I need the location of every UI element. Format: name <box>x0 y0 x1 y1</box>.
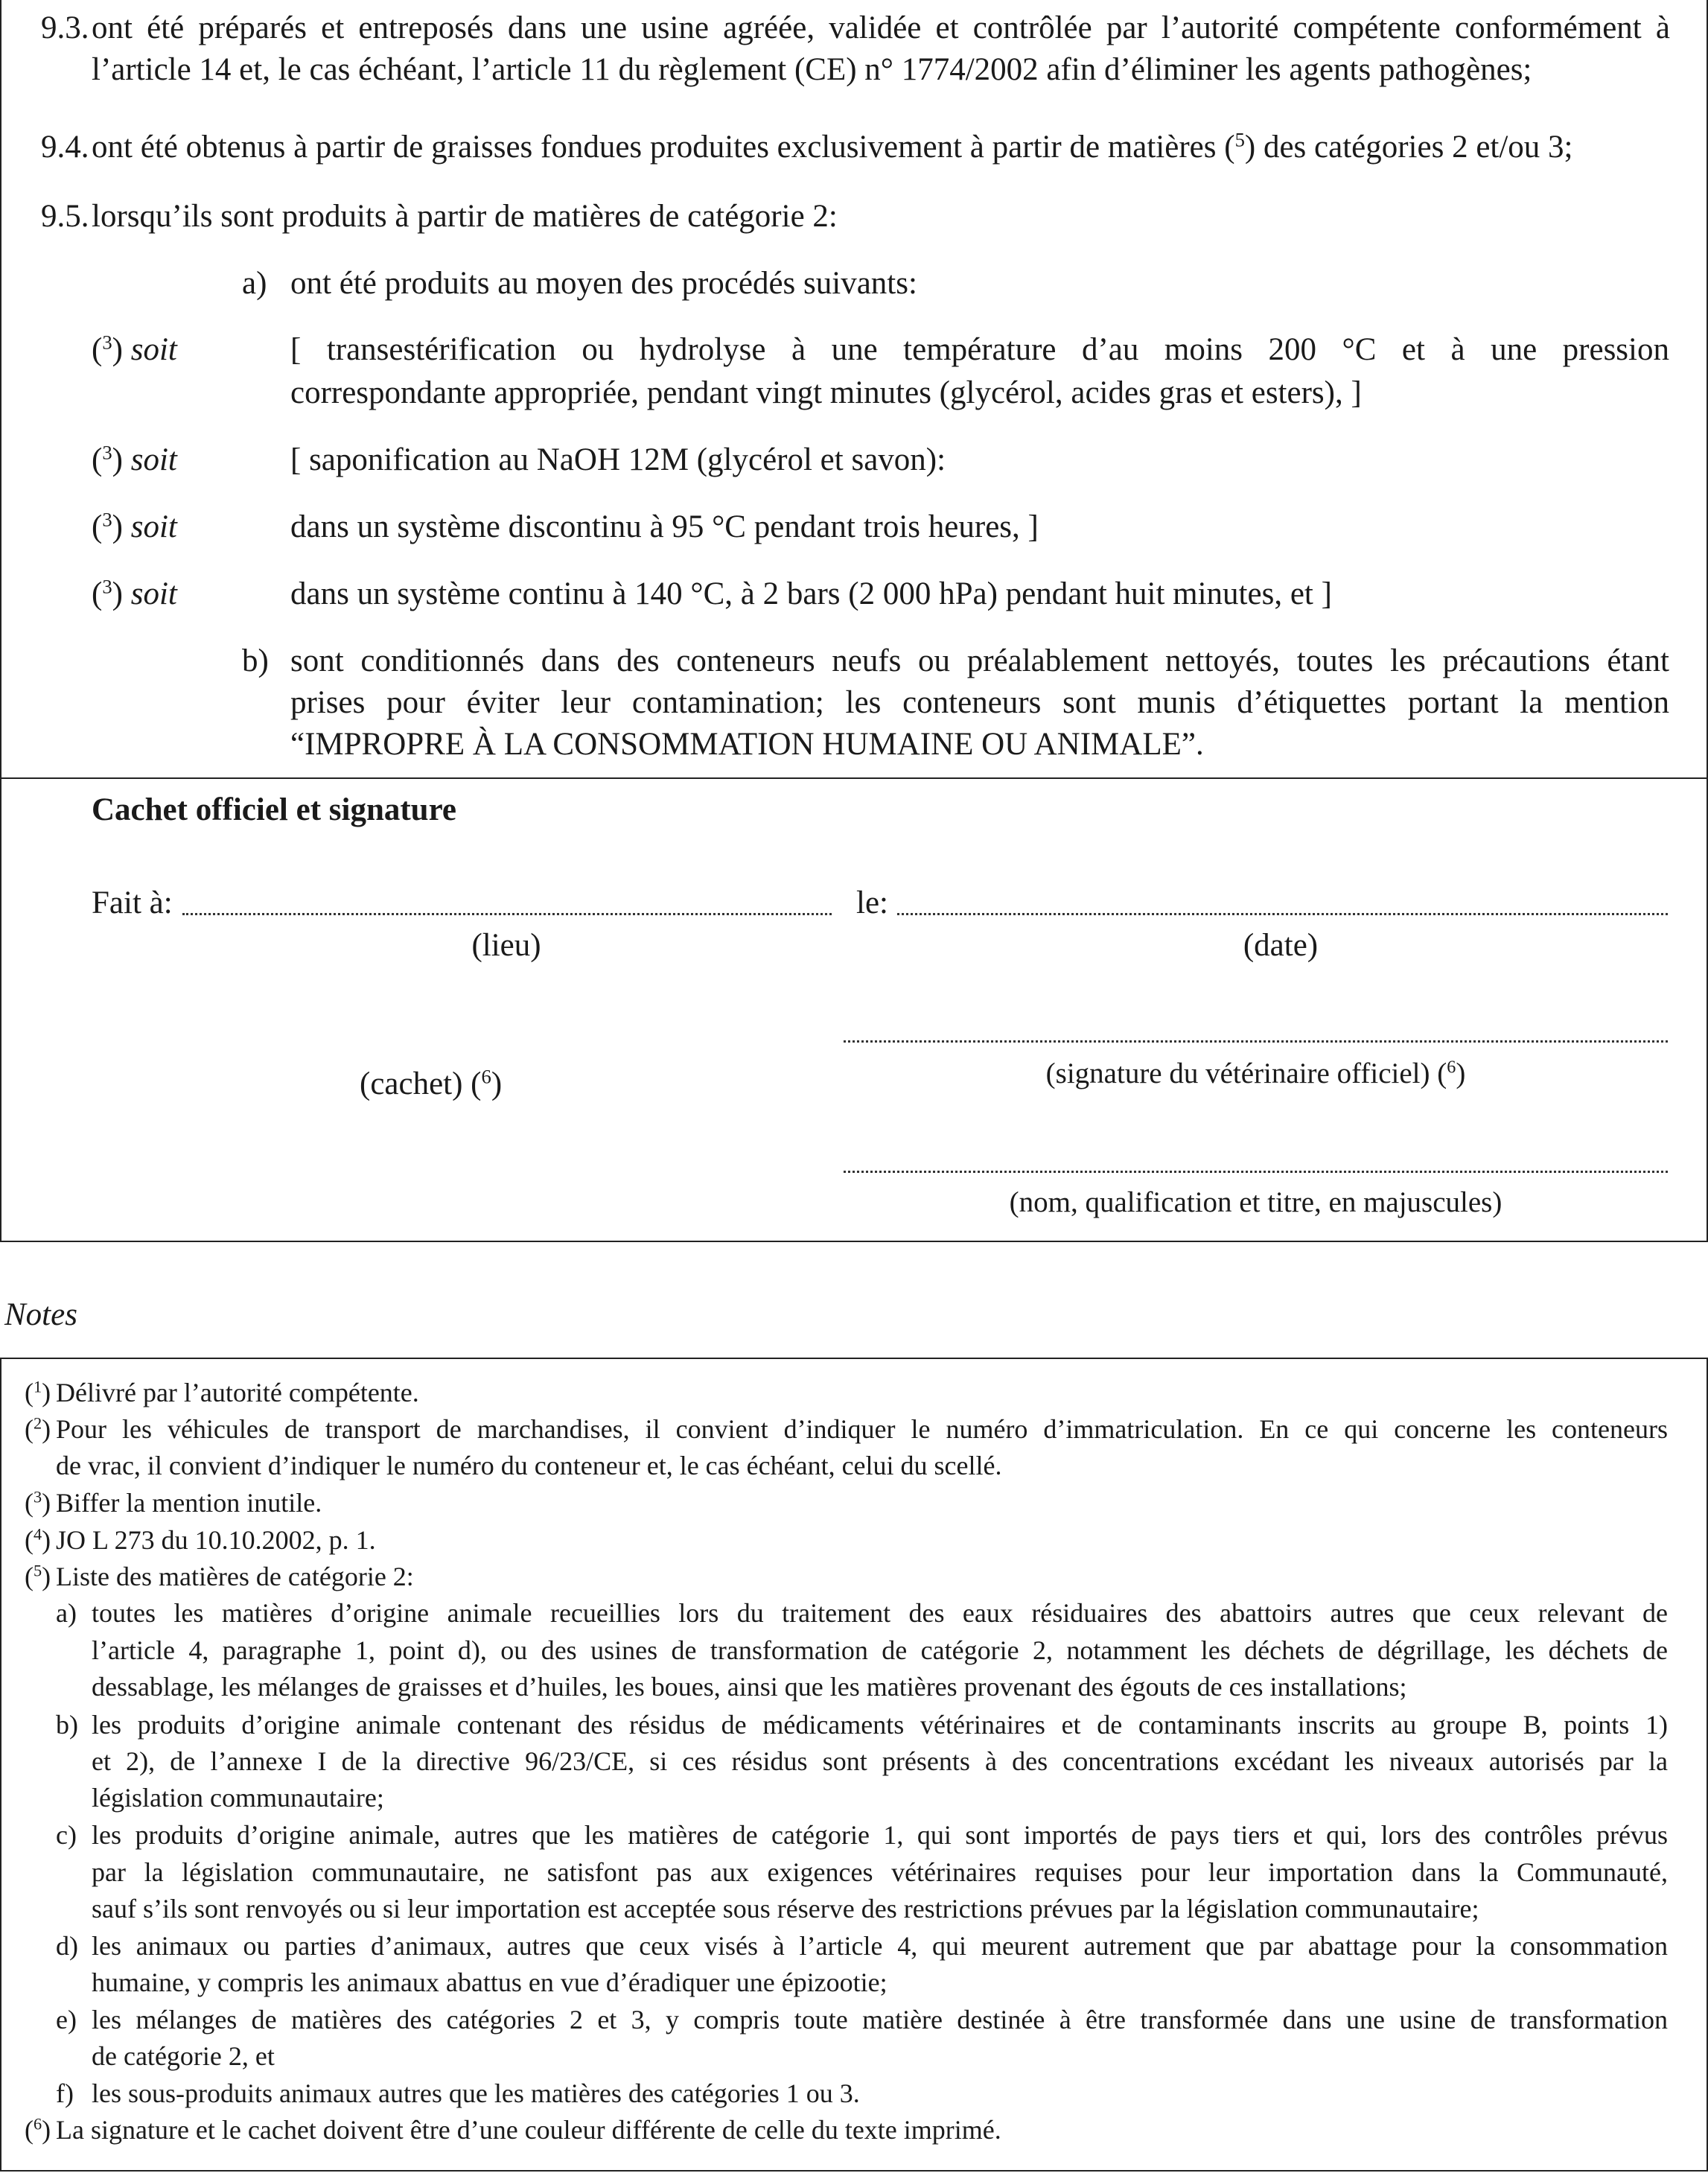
list-item-b-line-2: et 2), de l’annexe I de la directive 96/23/CE, si ces résidus sont présents à des concentrations excédant les niveaux autorisés par la <box>92 1746 1668 1776</box>
lieu-caption: (lieu) <box>471 928 541 963</box>
note-1-marker: ($^1$) <box>25 1377 51 1407</box>
note-3-marker: ($^3$) <box>25 1487 51 1518</box>
item-9-3-line-2: l’article 14 et, le cas échéant, l’article 11 du règlement (CE) n° 1774/2002 afin d’éliminer les agents pathogènes; <box>92 52 1532 87</box>
date-dotted-line[interactable] <box>897 913 1668 915</box>
list-item-label: c) <box>56 1820 77 1850</box>
list-item-a-line-2: l’article 4, paragraphe 1, point d), ou des usines de transformation de catégorie 2, notamment les déchets de dégrillage, les déchets de <box>92 1635 1668 1665</box>
name-dotted-line[interactable] <box>844 1171 1668 1173</box>
item-a-text: ont été produits au moyen des procédés suivants: <box>290 266 917 301</box>
list-item-b-line-3: législation communautaire; <box>92 1783 384 1813</box>
option-transesterification-line-1: [ transestérification ou hydrolyse à une température d’au moins 200 °C et à une pression <box>290 332 1669 367</box>
signature-heading: Cachet officiel et signature <box>92 792 456 827</box>
list-item-label: b) <box>56 1710 78 1740</box>
item-b-label: b) <box>242 643 269 678</box>
note-6-text: La signature et le cachet doivent être d’une couleur différente de celle du texte imprimé. <box>56 2115 1001 2145</box>
list-item-a-line-3: dessablage, les mélanges de graisses et d’huiles, les boues, ainsi que les matières provenant des égouts de ces installations; <box>92 1672 1407 1702</box>
notes-heading: Notes <box>4 1297 77 1332</box>
option-continuous-system: dans un système continu à 140 °C, à 2 bars (2 000 hPa) pendant huit minutes, et ] <box>290 576 1332 611</box>
soit-label-4: ($^3$) soit <box>92 575 177 611</box>
list-item-label: e) <box>56 2005 77 2034</box>
option-saponification: [ saponification au NaOH 12M (glycérol et savon): <box>290 442 946 477</box>
note-2-line-1: Pour les véhicules de transport de marchandises, il convient d’indiquer le numéro d’immatriculation. En ce qui concerne les conteneurs <box>56 1414 1668 1444</box>
list-item-e-line-1: les mélanges de matières des catégories 2 et 3, y compris toute matière destinée à être transformée dans une usine de transformation <box>92 2005 1668 2034</box>
list-item-e-line-2: de catégorie 2, et <box>92 2041 275 2071</box>
note-6-marker: ($^6$) <box>25 2114 51 2145</box>
list-item-c-line-1: les produits d’origine animale, autres que les matières de catégorie 1, qui sont importés de pays tiers et qui, lors des contrôles prévus <box>92 1820 1668 1850</box>
fait-a-label: Fait à: <box>92 885 173 920</box>
item-a-label: a) <box>242 266 267 301</box>
note-3-text: Biffer la mention inutile. <box>56 1488 322 1518</box>
list-item-a-line-1: toutes les matières d’origine animale recueillies lors du traitement des eaux résiduaires des abattoirs autres que ceux relevant de <box>92 1598 1668 1628</box>
item-b-line-3: “IMPROPRE À LA CONSOMMATION HUMAINE OU ANIMALE”. <box>290 727 1204 762</box>
item-9-4-number: 9.4. <box>41 130 89 165</box>
list-item-c-line-2: par la législation communautaire, ne satisfont pas aux exigences vétérinaires requises pour leur importation dans la Communauté, <box>92 1857 1668 1887</box>
note-4-marker: ($^4$) <box>25 1524 51 1555</box>
soit-label-3: ($^3$) soit <box>92 508 177 544</box>
item-b-line-2: prises pour éviter leur contamination; les conteneurs sont munis d’étiquettes portant la mention <box>290 685 1669 720</box>
list-item-label: d) <box>56 1931 78 1961</box>
note-4-text: JO L 273 du 10.10.2002, p. 1. <box>56 1525 376 1555</box>
list-item-label: a) <box>56 1598 77 1628</box>
option-discontinuous-system: dans un système discontinu à 95 °C pendant trois heures, ] <box>290 509 1039 544</box>
item-9-5-text: lorsqu’ils sont produits à partir de matières de catégorie 2: <box>92 199 838 234</box>
le-label: le: <box>856 885 888 920</box>
signature-dotted-line[interactable] <box>844 1040 1668 1043</box>
list-item-label: f) <box>56 2078 74 2108</box>
cachet-caption: (cachet) ($^6$) <box>360 1065 503 1101</box>
item-9-4-text: ont été obtenus à partir de graisses fondues produites exclusivement à partir de matières ($^5$) des catégories 2 et/ou 3; <box>92 128 1573 165</box>
item-9-3-number: 9.3. <box>41 10 89 45</box>
list-item-d-line-1: les animaux ou parties d’animaux, autres que ceux visés à l’article 4, qui meurent autrement que par abattage pour la consommation <box>92 1931 1668 1961</box>
note-2-marker: ($^2$) <box>25 1413 51 1444</box>
soit-label-2: ($^3$) soit <box>92 441 177 477</box>
item-9-3-line-1: ont été préparés et entreposés dans une usine agréée, validée et contrôlée par l’autorité compétente conformément à <box>92 10 1670 45</box>
name-caption: (nom, qualification et titre, en majuscules) <box>1009 1186 1503 1218</box>
item-b-line-1: sont conditionnés dans des conteneurs neufs ou préalablement nettoyés, toutes les précautions étant <box>290 643 1669 678</box>
date-caption: (date) <box>1243 928 1319 963</box>
place-dotted-line[interactable] <box>182 913 832 915</box>
note-1-text: Délivré par l’autorité compétente. <box>56 1378 419 1407</box>
list-item-c-line-3: sauf s’ils sont renvoyés ou si leur importation est acceptée sous réserve des restrictions prévues par la législation communautaire; <box>92 1894 1479 1924</box>
signature-caption: (signature du vétérinaire officiel) ($^6$) <box>1045 1057 1466 1089</box>
note-5-text: Liste des matières de catégorie 2: <box>56 1562 414 1591</box>
item-9-5-number: 9.5. <box>41 199 89 234</box>
note-5-marker: ($^5$) <box>25 1561 51 1591</box>
note-2-line-2: de vrac, il convient d’indiquer le numéro du conteneur et, le cas échéant, celui du scellé. <box>56 1451 1002 1480</box>
list-item-b-line-1: les produits d’origine animale contenant des résidus de médicaments vétérinaires et de contaminants inscrits au groupe B, points 1) <box>92 1710 1668 1740</box>
list-item-f-line-1: les sous-produits animaux autres que les matières des catégories 1 ou 3. <box>92 2078 860 2108</box>
list-item-d-line-2: humaine, y compris les animaux abattus en vue d’éradiquer une épizootie; <box>92 1967 888 1997</box>
option-transesterification-line-2: correspondante appropriée, pendant vingt minutes (glycérol, acides gras et esters), ] <box>290 375 1362 410</box>
soit-label-1: ($^3$) soit <box>92 331 177 367</box>
